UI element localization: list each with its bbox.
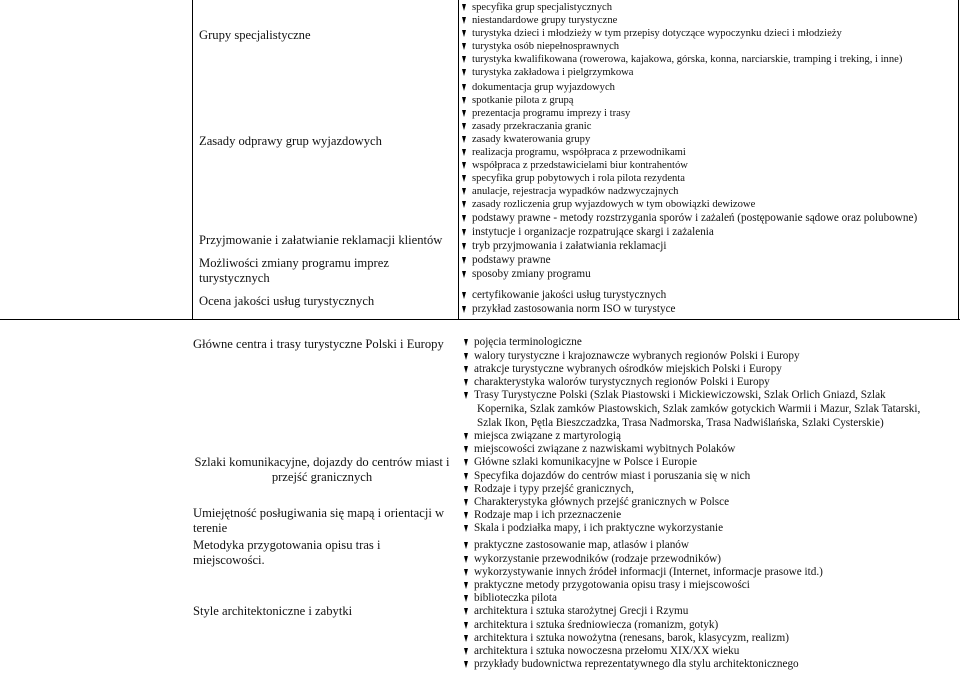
bullet-icon xyxy=(464,661,468,668)
bullet-icon xyxy=(464,433,468,440)
bullet-icon xyxy=(462,123,466,130)
bullet-icon xyxy=(464,635,468,642)
list-item-continuation: Szlak Ikon, Pętla Bieszczadzka, Trasa Nadmorska, Trasa Nadwiślańska, Szlaki Cysterskie) xyxy=(477,417,884,429)
bullet-icon xyxy=(464,525,468,532)
list-item: architektura i sztuka nowożytna (renesans, barok, klasycyzm, realizm) xyxy=(464,632,789,646)
list-item: przykład zastosowania norm ISO w turystyce xyxy=(462,303,676,317)
list-item: sposoby zmiany programu xyxy=(462,268,591,282)
list-item: Trasy Turystyczne Polski (Szlak Piastowski i Mickiewiczowski, Szlak Orlich Gniazd, Szlak xyxy=(464,389,886,403)
topic-metodyka-opisu: Metodyka przygotowania opisu tras i miejscowości. xyxy=(193,538,381,567)
bullet-icon xyxy=(464,648,468,655)
list-item: wykorzystywanie innych źródeł informacji (Internet, informacje prasowe itd.) xyxy=(464,566,823,580)
list-item: turystyka osób niepełnosprawnych xyxy=(462,41,619,54)
bullet-icon xyxy=(464,379,468,386)
table-1-bottom-border xyxy=(0,319,960,320)
bullet-icon xyxy=(464,542,468,549)
topic-grupy-specjalistyczne: Grupy specjalistyczne xyxy=(199,28,311,42)
bullet-icon xyxy=(462,243,466,250)
list-item: anulacje, rejestracja wypadków nadzwyczajnych xyxy=(462,186,678,199)
list-item: praktyczne zastosowanie map, atlasów i planów xyxy=(464,539,689,553)
list-item: biblioteczka pilota xyxy=(464,592,557,606)
list-item: wykorzystanie przewodników (rodzaje przewodników) xyxy=(464,553,721,567)
list-item: Rodzaje map i ich przeznaczenie xyxy=(464,509,621,523)
list-item: turystyka kwalifikowana (rowerowa, kajakowa, górska, konna, narciarskie, tramping i treking, i inne) xyxy=(462,54,902,67)
topic-glowne-centra: Główne centra i trasy turystyczne Polski i Europy xyxy=(193,337,444,351)
bullet-icon xyxy=(462,188,466,195)
bullet-icon xyxy=(462,43,466,50)
bullet-icon xyxy=(462,136,466,143)
list-item: instytucje i organizacje rozpatrujące skargi i zażalenia xyxy=(462,226,714,240)
table-1-column-divider xyxy=(458,0,459,320)
topic-ocena-jakosci: Ocena jakości usług turystycznych xyxy=(199,294,375,308)
list-item: architektura i sztuka starożytnej Grecji i Rzymu xyxy=(464,605,688,619)
list-item: Specyfika dojazdów do centrów miast i poruszania się w nich xyxy=(464,470,750,484)
bullet-icon xyxy=(464,608,468,615)
list-item: spotkanie pilota z grupą xyxy=(462,95,574,108)
bullet-icon xyxy=(464,499,468,506)
list-item: podstawy prawne - metody rozstrzygania sporów i zażaleń (postępowanie sądowe oraz polubowne) xyxy=(462,212,917,226)
list-item: certyfikowanie jakości usług turystycznych xyxy=(462,289,666,303)
list-item: współpraca z przedstawicielami biur kontrahentów xyxy=(462,160,688,173)
list-item: praktyczne metody przygotowania opisu trasy i miejscowości xyxy=(464,579,750,593)
bullet-icon xyxy=(464,622,468,629)
topic-szlaki-komunikacyjne: Szlaki komunikacyjne, dojazdy do centrów miast i przejść granicznych xyxy=(194,455,450,484)
table-1-left-border xyxy=(192,0,193,320)
table-1-right-border xyxy=(958,0,959,320)
list-item: turystyka zakładowa i pielgrzymkowa xyxy=(462,67,634,80)
bullet-icon xyxy=(464,353,468,360)
list-item: niestandardowe grupy turystyczne xyxy=(462,15,617,28)
list-item: specyfika grup pobytowych i rola pilota rezydenta xyxy=(462,173,685,186)
list-item: atrakcje turystyczne wybranych ośrodków miejskich Polski i Europy xyxy=(464,363,782,377)
list-item: Główne szlaki komunikacyjne w Polsce i Europie xyxy=(464,456,697,470)
list-item: architektura i sztuka nowoczesna przełomu XIX/XX wieku xyxy=(464,645,739,659)
bullet-icon xyxy=(462,69,466,76)
bullet-icon xyxy=(462,162,466,169)
bullet-icon xyxy=(462,84,466,91)
bullet-icon xyxy=(462,97,466,104)
bullet-icon xyxy=(464,459,468,466)
list-item: miejsca związane z martyrologią xyxy=(464,430,621,444)
bullet-icon xyxy=(462,201,466,208)
list-item: walory turystyczne i krajoznawcze wybranych regionów Polski i Europy xyxy=(464,350,800,364)
topic-zmiany-programu: Możliwości zmiany programu imprez turystycznych xyxy=(199,256,389,285)
list-item: zasady przekraczania granic xyxy=(462,121,591,134)
bullet-icon xyxy=(464,486,468,493)
list-item: specyfika grup specjalistycznych xyxy=(462,2,612,15)
bullet-icon xyxy=(462,292,466,299)
bullet-icon xyxy=(462,175,466,182)
bullet-icon xyxy=(464,512,468,519)
topic-reklamacje: Przyjmowanie i załatwianie reklamacji klientów xyxy=(199,233,443,247)
list-item: realizacja programu, współpraca z przewodnikami xyxy=(462,147,686,160)
bullet-icon xyxy=(462,30,466,37)
bullet-icon xyxy=(464,473,468,480)
bullet-icon xyxy=(462,257,466,264)
bullet-icon xyxy=(462,4,466,11)
bullet-icon xyxy=(464,339,468,346)
bullet-icon xyxy=(464,446,468,453)
bullet-icon xyxy=(462,306,466,313)
bullet-icon xyxy=(462,229,466,236)
bullet-icon xyxy=(462,215,466,222)
bullet-icon xyxy=(464,582,468,589)
list-item: Charakterystyka głównych przejść granicznych w Polsce xyxy=(464,496,729,510)
list-item-continuation: Kopernika, Szlak zamków Piastowskich, Szlak zamków gotyckich Warmii i Mazur, Szlak Tatarski, xyxy=(477,403,921,415)
topic-mapa-orientacja: Umiejętność posługiwania się mapą i orientacji w terenie xyxy=(193,506,445,535)
bullet-icon xyxy=(464,556,468,563)
topic-style-architektoniczne: Style architektoniczne i zabytki xyxy=(193,604,353,618)
list-item: tryb przyjmowania i załatwiania reklamacji xyxy=(462,240,666,254)
list-item: przykłady budownictwa reprezentatywnego dla stylu architektonicznego xyxy=(464,658,799,672)
list-item: dokumentacja grup wyjazdowych xyxy=(462,82,615,95)
bullet-icon xyxy=(462,149,466,156)
bullet-icon xyxy=(462,110,466,117)
bullet-icon xyxy=(464,595,468,602)
list-item: turystyka dzieci i młodzieży w tym przepisy dotyczące wypoczynku dzieci i młodzieży xyxy=(462,28,842,41)
list-item: prezentacja programu imprezy i trasy xyxy=(462,108,630,121)
bullet-icon xyxy=(462,17,466,24)
list-item: podstawy prawne xyxy=(462,254,551,268)
bullet-icon xyxy=(464,366,468,373)
list-item: charakterystyka walorów turystycznych regionów Polski i Europy xyxy=(464,376,770,390)
list-item: Rodzaje i typy przejść granicznych, xyxy=(464,483,634,497)
bullet-icon xyxy=(464,569,468,576)
list-item: zasady rozliczenia grup wyjazdowych w tym obowiązki dewizowe xyxy=(462,199,755,212)
topic-zasady-odprawy: Zasady odprawy grup wyjazdowych xyxy=(199,134,382,148)
bullet-icon xyxy=(462,56,466,63)
list-item: miejscowości związane z nazwiskami wybitnych Polaków xyxy=(464,443,735,457)
list-item: zasady kwaterowania grupy xyxy=(462,134,590,147)
bullet-icon xyxy=(464,392,468,399)
bullet-icon xyxy=(462,271,466,278)
list-item: pojęcia terminologiczne xyxy=(464,336,582,350)
list-item: Skala i podziałka mapy, i ich praktyczne wykorzystanie xyxy=(464,522,723,536)
list-item: architektura i sztuka średniowiecza (romanizm, gotyk) xyxy=(464,619,718,633)
